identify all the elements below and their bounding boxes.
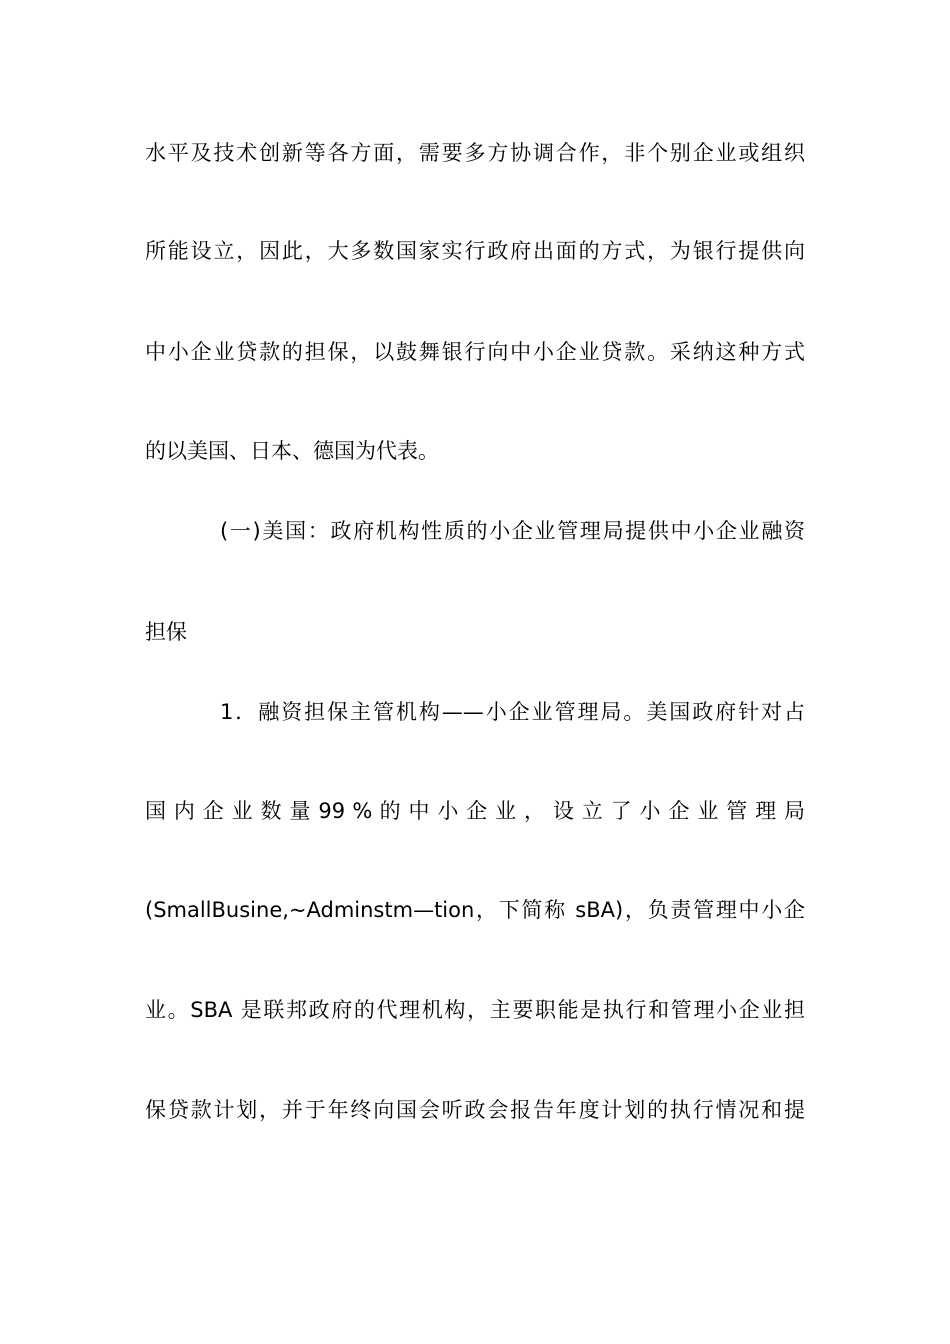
- subsection-line-2: 国 内 企 业 数 量 99 % 的 中 小 企 业 ， 设 立 了 小 企 业 管 理 局: [145, 799, 805, 823]
- paragraph-line-3: 中小企业贷款的担保，以鼓舞银行向中小企业贷款。采纳这种方式: [145, 340, 805, 364]
- section-heading-line-2: 担保: [145, 620, 187, 644]
- paragraph-line-1: 水平及技术创新等各方面，需要多方协调合作，非个别企业或组织: [145, 141, 805, 165]
- paragraph-line-2: 所能设立，因此，大多数国家实行政府出面的方式，为银行提供向: [145, 239, 805, 263]
- subsection-line-5: 保贷款计划，并于年终向国会听政会报告年度计划的执行情况和提: [145, 1098, 805, 1122]
- subsection-line-3: (SmallBusine,~Adminstm—tion，下简称 sBA)，负责管理中小企: [145, 898, 805, 922]
- subsection-line-4: 业。SBA 是联邦政府的代理机构，主要职能是执行和管理小企业担: [145, 998, 805, 1022]
- subsection-line-1: 1．融资担保主管机构——小企业管理局。美国政府针对占: [220, 700, 805, 724]
- paragraph-line-4: 的以美国、日本、德国为代表。: [145, 439, 439, 463]
- section-heading-line-1: (一)美国：政府机构性质的小企业管理局提供中小企业融资: [220, 519, 805, 543]
